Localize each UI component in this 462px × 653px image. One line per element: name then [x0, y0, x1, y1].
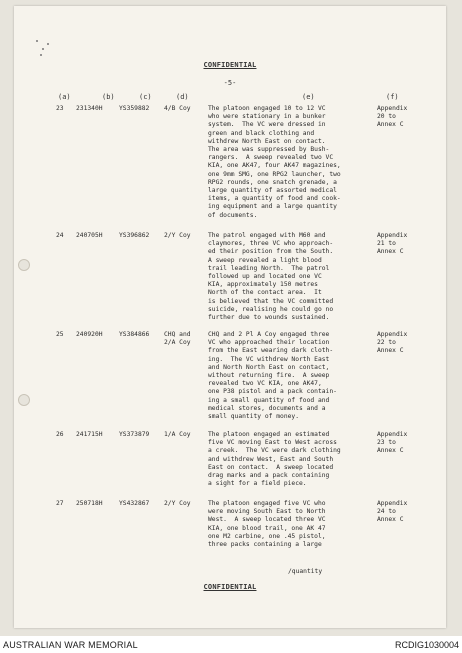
description-cell: The platoon engaged five VC who were moving South East to North West. A sweep located three VC KIA, one blood trail, one AK 47 one M2 carbine, one .45 pistol, three packs containing a large [208, 500, 326, 549]
unit-cell: 2/Y Coy [164, 500, 191, 507]
unit-cell: 2/Y Coy [164, 232, 191, 239]
dtg-cell: 241715H [76, 431, 103, 438]
serial-cell: 26 [56, 431, 64, 438]
description-cell: The patrol engaged with M60 and claymores, three VC who approach- ed their position from the South. A sweep revealed a light blood trail leading North. The patrol followed up and located one VC KIA, approximately 150 metres North of the contact area. It is believed that the VC committed suicide, realising he could go no further due to wounds sustained. [208, 232, 334, 322]
dtg-cell: 240920H [76, 331, 103, 338]
ink-speck [40, 54, 42, 56]
column-header-b: (b) [102, 93, 115, 101]
grid-ref-cell: YS384866 [119, 331, 150, 338]
description-cell: The platoon engaged an estimated five VC moving East to West across a creek. The VC were dark clothing and withdrew West, East and South East on contact. A sweep located drag marks and a pack containing a sight for a field piece. [208, 431, 341, 488]
dtg-cell: 250718H [76, 500, 103, 507]
ink-speck [36, 40, 38, 42]
reference-cell: Appendix 24 to Annex C [377, 500, 408, 524]
column-header-e: (e) [302, 93, 315, 101]
column-header-f: (f) [386, 93, 399, 101]
punch-hole [18, 259, 30, 271]
continuation-marker: /quantity [288, 568, 323, 575]
serial-cell: 24 [56, 232, 64, 239]
ink-speck [47, 43, 49, 45]
reference-cell: Appendix 20 to Annex C [377, 105, 408, 129]
reference-cell: Appendix 21 to Annex C [377, 232, 408, 256]
unit-cell: 4/B Coy [164, 105, 191, 112]
archive-reference: RCDIG1030004 [394, 640, 459, 650]
serial-cell: 25 [56, 331, 64, 338]
grid-ref-cell: YS396862 [119, 232, 150, 239]
column-header-a: (a) [58, 93, 71, 101]
description-cell: CHQ and 2 Pl A Coy engaged three VC who approached their location from the East wearing dark cloth- ing. The VC withdrew North East and North North East on contact, without returning fire. A sweep revealed two VC KIA, one AK47, one P38 pistol and a pack contain- ing a small quantity of food and medical stores, documents and a small quantity of money. [208, 331, 337, 421]
unit-cell: 1/A Coy [164, 431, 191, 438]
classification-header: CONFIDENTIAL [203, 61, 257, 69]
grid-ref-cell: YS359882 [119, 105, 150, 112]
page-number: -5- [223, 79, 237, 87]
description-cell: The platoon engaged 10 to 12 VC who were stationary in a bunker system. The VC were dressed in green and black clothing and withdrew North East on contact. The area was suppressed by Bush- rangers. A sweep revealed two VC KIA, one AK47, four AK47 magazines, one 9mm SMG, one RPG2 launcher, two RPG2 rounds, one snatch grenade, a large quantity of assorted medical items, a quantity of food and cook- ing equipment and a large quantity of documents. [208, 105, 341, 219]
document-page [14, 6, 446, 628]
classification-footer: CONFIDENTIAL [203, 583, 257, 591]
dtg-cell: 240705H [76, 232, 103, 239]
punch-hole [18, 394, 30, 406]
archive-footer-bar [0, 636, 462, 653]
serial-cell: 27 [56, 500, 64, 507]
column-header-d: (d) [176, 93, 189, 101]
column-header-c: (c) [139, 93, 152, 101]
unit-cell: CHQ and 2/A Coy [164, 331, 191, 347]
reference-cell: Appendix 23 to Annex C [377, 431, 408, 455]
dtg-cell: 231340H [76, 105, 103, 112]
ink-speck [42, 48, 44, 50]
institution-name: AUSTRALIAN WAR MEMORIAL [3, 640, 138, 650]
serial-cell: 23 [56, 105, 64, 112]
reference-cell: Appendix 22 to Annex C [377, 331, 408, 355]
grid-ref-cell: YS432867 [119, 500, 150, 507]
grid-ref-cell: YS373879 [119, 431, 150, 438]
